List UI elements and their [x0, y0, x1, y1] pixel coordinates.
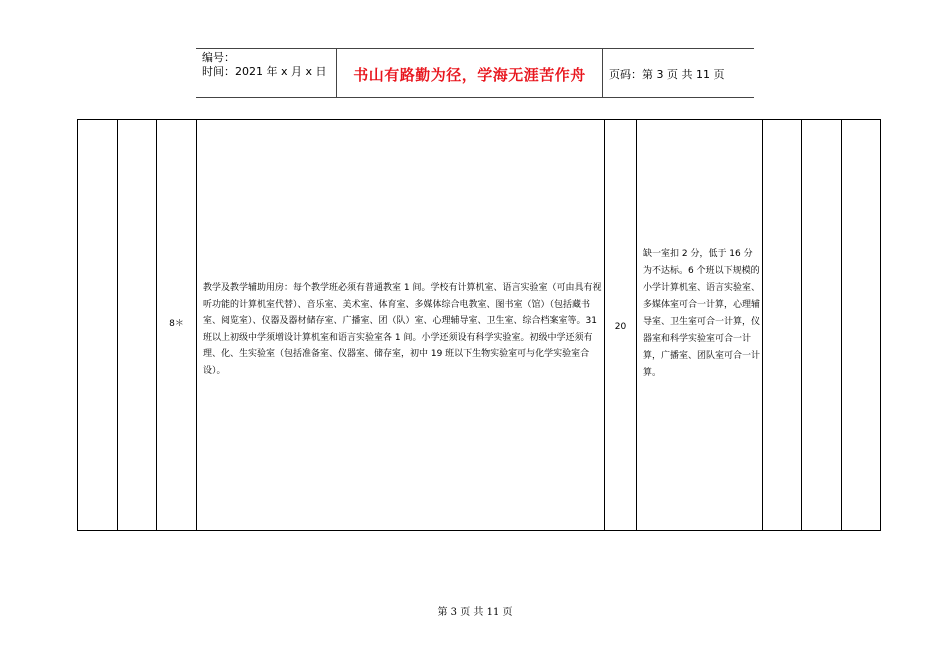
score-value: 20: [614, 322, 627, 332]
standards-table: [77, 119, 881, 531]
document-date: 时间：2021 年 x 月 x 日: [202, 65, 327, 78]
header-motto: 书山有路勤为径，学海无涯苦作舟: [353, 66, 586, 84]
table-column-divider: [196, 120, 197, 530]
table-column-divider: [801, 120, 802, 530]
table-column-divider: [841, 120, 842, 530]
page-footer: 第 3 页 共 11 页: [437, 607, 513, 618]
table-column-divider: [117, 120, 118, 530]
table-column-divider: [636, 120, 637, 530]
header-divider: [602, 49, 603, 97]
header-page-number: 页码：第 3 页 共 11 页: [609, 68, 725, 81]
scoring-rule-text: 缺一室扣 2 分，低于 16 分为不达标。6 个班以下规模的小学计算机室、语言实验室、多媒体室可合一计算，心理辅导室、卫生室可合一计算，仪器室和科学实验室可合一计算，广播室、团队室可合一计算。: [643, 249, 761, 378]
page-header: [196, 48, 754, 98]
document-number-label: 编号：: [202, 51, 235, 64]
item-number: 8＊: [169, 319, 184, 329]
table-column-divider: [762, 120, 763, 530]
header-meta: [202, 51, 327, 79]
requirement-text: 教学及教学辅助用房：每个教学班必须有普通教室 1 间。学校有计算机室、语言实验室（可由具有视听功能的计算机室代替）、音乐室、美术室、体育室、多媒体综合电教室、图书室（馆）（包括藏书室、阅览室）、仪器及器材储存室、广播室、团（队）室、心理辅导室、卫生室、综合档案室等。31 班以上初级中学须增设计算机室和语言实验室各 1 间。小学还须设有科学实验室。初级中学还须有理、化、生实验室（包括准备室、仪器室、储存室，初中 19 班以下生物实验室可与化学实验室合设）。: [203, 283, 602, 376]
